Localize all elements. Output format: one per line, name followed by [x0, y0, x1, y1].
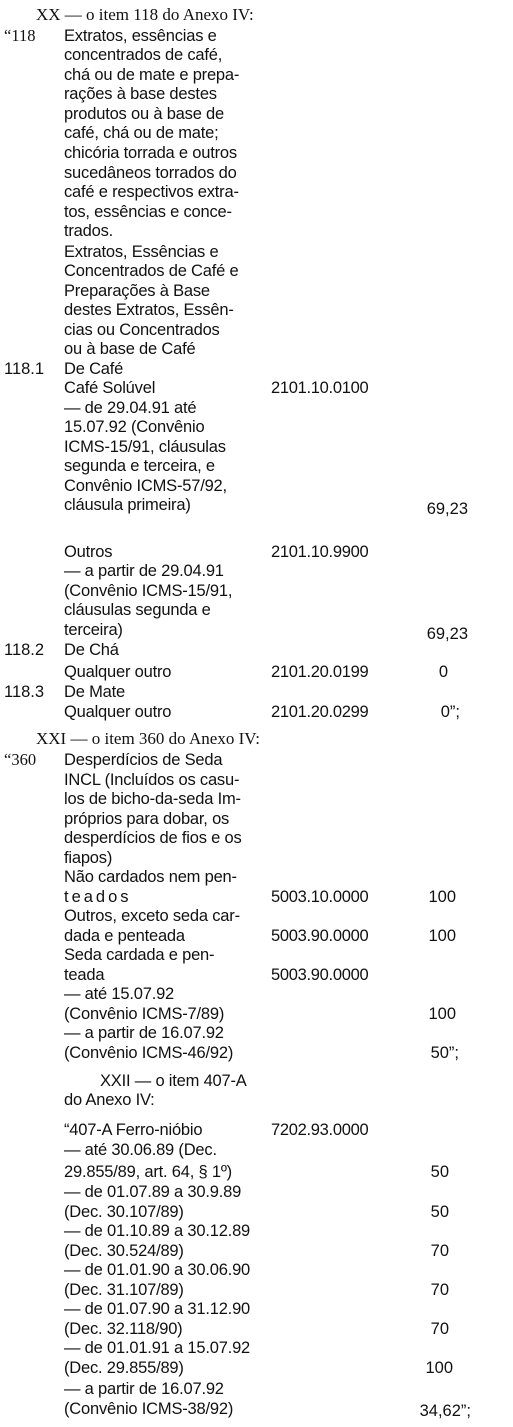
period-line: (Dec. 30.107/89) — [64, 1203, 184, 1221]
subitem-title: De Café — [64, 360, 124, 378]
item-number-118-2: 118.2 — [4, 641, 45, 659]
section-heading-xxi: XXI — o item 360 do Anexo IV: — [36, 729, 260, 748]
desc-line: Extratos, Essências e — [64, 243, 219, 261]
rate-value: 50 — [430, 1203, 449, 1221]
item-number-118-1: 118.1 — [4, 360, 45, 378]
period-line: cláusulas segunda e — [64, 601, 211, 619]
rate-value: 70 — [430, 1320, 449, 1338]
period-line: — até 15.07.92 — [64, 985, 175, 1003]
product-name: dada e penteada — [64, 927, 185, 945]
period-line: ICMS-15/91, cláusulas — [64, 438, 226, 456]
desc-line: Extratos, essências e — [64, 27, 217, 45]
desc-line: sucedâneos torrados do — [64, 164, 237, 182]
rate-value: 34,62”; — [419, 1402, 471, 1420]
rate-value: 50 — [430, 1163, 449, 1181]
desc-line: trados. — [64, 222, 114, 240]
period-line: — de 01.07.89 a 30.9.89 — [64, 1183, 242, 1201]
period-line: (Convênio ICMS-46/92) — [64, 1044, 234, 1062]
period-line: (Convênio ICMS-38/92) — [64, 1400, 234, 1418]
period-line: — de 01.01.90 a 30.06.90 — [64, 1261, 251, 1279]
desc-line: ou à base de Café — [64, 340, 196, 358]
ncm-code: 2101.20.0199 — [271, 663, 369, 681]
desc-line: cias ou Concentrados — [64, 321, 220, 339]
period-line: — a partir de 16.07.92 — [64, 1380, 224, 1398]
period-line: 29.855/89, art. 64, § 1º) — [64, 1163, 232, 1181]
desc-line: café, chá ou de mate; — [64, 124, 219, 142]
rate-value: 100 — [428, 888, 456, 906]
desc-line: produtos ou à base de — [64, 105, 225, 123]
ncm-code: 5003.90.0000 — [271, 966, 369, 984]
period-line: — de 29.04.91 até — [64, 399, 197, 417]
period-line: segunda e terceira, e — [64, 457, 215, 475]
period-line: 15.07.92 (Convênio — [64, 418, 205, 436]
rate-value: 70 — [430, 1281, 449, 1299]
rate-value: 100 — [425, 1359, 453, 1377]
rate-value: 0 — [438, 663, 448, 681]
subitem-title: De Chá — [64, 641, 119, 659]
product-name: Não cardados nem pen- — [64, 868, 237, 886]
ncm-code: 2101.10.9900 — [271, 543, 369, 561]
product-name: Outros — [64, 543, 113, 561]
period-line: terceira) — [64, 621, 123, 639]
desc-line: chá ou de mate e prepa- — [64, 66, 240, 84]
rate-value: 0”; — [440, 703, 460, 721]
desc-line: desperdícios de fios e os — [64, 829, 242, 847]
period-line: (Dec. 31.107/89) — [64, 1281, 184, 1299]
desc-line: los de bicho-da-seda Im- — [64, 790, 241, 808]
period-line: (Dec. 30.524/89) — [64, 1242, 184, 1260]
desc-line: chicória torrada e outros — [64, 144, 237, 162]
rate-value: 100 — [428, 927, 456, 945]
product-name: Seda cardada e pen- — [64, 946, 215, 964]
desc-line: tos, essências e conce- — [64, 203, 232, 221]
product-name: teada — [64, 966, 105, 984]
section-heading-xxii-cont: do Anexo IV: — [64, 1091, 155, 1109]
item-number-360: “360 — [4, 750, 37, 769]
rate-value: 50”; — [430, 1044, 459, 1062]
rate-value: 70 — [430, 1242, 449, 1260]
desc-line: rações à base destes — [64, 85, 217, 103]
period-line: Convênio ICMS-57/92, — [64, 477, 227, 495]
ncm-code: 5003.10.0000 — [271, 888, 369, 906]
desc-line: Concentrados de Café e — [64, 262, 239, 280]
period-line: — até 30.06.89 (Dec. — [64, 1141, 217, 1159]
desc-line: INCL (Incluídos os casu- — [64, 771, 240, 789]
ncm-code: 2101.20.0299 — [271, 703, 369, 721]
period-line: — de 01.07.90 a 31.12.90 — [64, 1300, 251, 1318]
period-line: — a partir de 29.04.91 — [64, 562, 224, 580]
desc-line: Preparações à Base — [64, 282, 210, 300]
ncm-code: 2101.10.0100 — [271, 379, 369, 397]
desc-line: Desperdícios de Seda — [64, 751, 223, 769]
product-name: Qualquer outro — [64, 703, 172, 721]
item-number-118-3: 118.3 — [4, 683, 45, 701]
ncm-code: 5003.90.0000 — [271, 927, 369, 945]
subitem-title: De Mate — [64, 683, 125, 701]
period-line: (Dec. 32.118/90) — [64, 1320, 183, 1338]
period-line: — de 01.10.89 a 30.12.89 — [64, 1222, 251, 1240]
section-heading-xxii: XXII — o item 407-A — [100, 1072, 247, 1090]
period-line: — de 01.01.91 a 15.07.92 — [64, 1339, 251, 1357]
rate-value: 100 — [428, 1005, 456, 1023]
desc-line: próprios para dobar, os — [64, 810, 230, 828]
desc-line: destes Extratos, Essên- — [64, 301, 234, 319]
product-name: teados — [64, 888, 132, 906]
period-line: (Convênio ICMS-15/91, — [64, 582, 233, 600]
period-line: (Dec. 29.855/89) — [64, 1359, 184, 1377]
product-name: Outros, exceto seda car- — [64, 907, 240, 925]
rate-value: 69,23 — [426, 625, 468, 643]
rate-value: 69,23 — [426, 500, 468, 518]
product-name: Café Solúvel — [64, 379, 156, 397]
desc-line: café e respectivos extra- — [64, 183, 239, 201]
section-heading-xx: XX — o item 118 do Anexo IV: — [36, 5, 254, 24]
period-line: — a partir de 16.07.92 — [64, 1024, 224, 1042]
item-number-407-a: “407-A Ferro-nióbio — [64, 1121, 203, 1139]
desc-line: concentrados de café, — [64, 46, 223, 64]
item-number-118: “118 — [4, 26, 36, 45]
ncm-code: 7202.93.0000 — [271, 1121, 369, 1139]
desc-line: fiapos) — [64, 849, 113, 867]
period-line: (Convênio ICMS-7/89) — [64, 1005, 225, 1023]
product-name: Qualquer outro — [64, 663, 172, 681]
period-line: cláusula primeira) — [64, 496, 191, 514]
